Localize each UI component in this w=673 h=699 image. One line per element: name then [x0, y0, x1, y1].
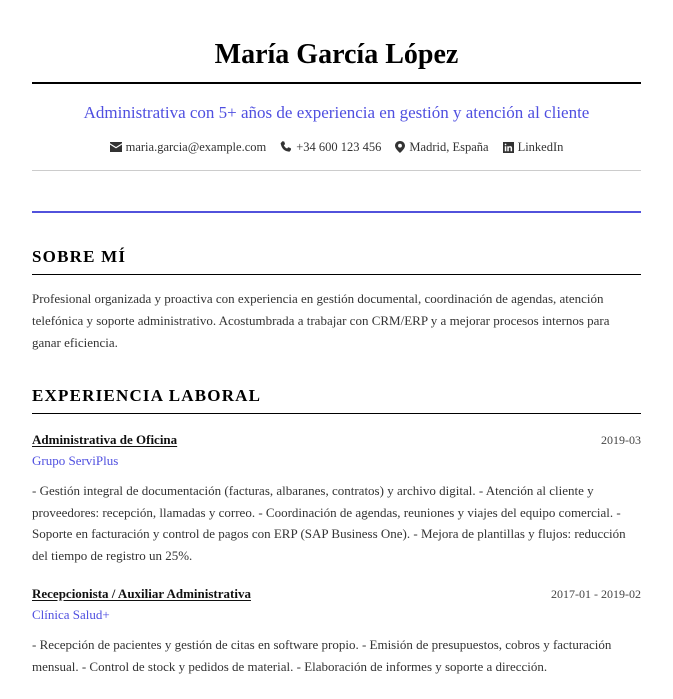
- header-divider: [32, 170, 641, 171]
- phone-text: +34 600 123 456: [296, 140, 382, 154]
- linkedin-icon: [503, 142, 514, 153]
- job-company: Grupo ServiPlus: [32, 453, 119, 468]
- job-date: 2017-01 - 2019-02: [551, 587, 641, 601]
- headline: Administrativa con 5+ años de experiencia en gestión y atención al cliente: [83, 103, 590, 122]
- location-text: Madrid, España: [409, 140, 489, 154]
- candidate-name: María García López: [32, 0, 641, 84]
- section-about: [32, 246, 641, 354]
- job-title: Administrativa de Oficina: [32, 432, 178, 447]
- contact-phone[interactable]: [280, 139, 381, 155]
- job-description: - Gestión integral de documentación (facturas, albaranes, contratos) y archivo digital. - Atención al cliente y proveedores: recepción, llamadas y correo. - Coordinación de agendas, reuniones y viajes del equipo comercial. - Soporte en facturación y control de pagos con ERP (SAP Business One). - Mejora de plantillas y flujos: reducción del tiempo de registro un 25%.: [32, 483, 626, 563]
- linkedin-text: LinkedIn: [517, 140, 564, 154]
- job-date: 2019-03: [601, 433, 641, 447]
- job-header: [32, 431, 641, 449]
- job-company: Clínica Salud+: [32, 607, 110, 622]
- contact-linkedin[interactable]: [503, 139, 564, 155]
- section-title-about: SOBRE MÍ: [32, 246, 641, 275]
- envelope-icon: [110, 142, 122, 152]
- job-header: [32, 585, 641, 603]
- job-entry: [32, 431, 641, 566]
- about-text: Profesional organizada y proactiva con experiencia en gestión documental, coordinación de agendas, atención telefónica y soporte administrativo. Acostumbrada a trabajar con CRM/ERP y a mejorar procesos internos para ganar eficiencia.: [32, 291, 610, 350]
- job-entry: [32, 585, 641, 677]
- resume-page: [32, 0, 641, 677]
- contact-email[interactable]: [110, 139, 267, 155]
- job-title: Recepcionista / Auxiliar Administrativa: [32, 586, 251, 601]
- contact-bar: [32, 139, 641, 155]
- contact-location: [395, 139, 488, 155]
- email-text: maria.garcia@example.com: [125, 140, 267, 154]
- section-experience: [32, 385, 641, 677]
- section-title-experience: EXPERIENCIA LABORAL: [32, 385, 641, 414]
- accent-divider: [32, 211, 641, 213]
- phone-icon: [280, 141, 292, 153]
- map-pin-icon: [395, 141, 405, 153]
- job-description: - Recepción de pacientes y gestión de citas en software propio. - Emisión de presupuestos, cobros y facturación mensual. - Control de stock y pedidos de material. - Elaboración de informes y soporte a dirección.: [32, 637, 612, 674]
